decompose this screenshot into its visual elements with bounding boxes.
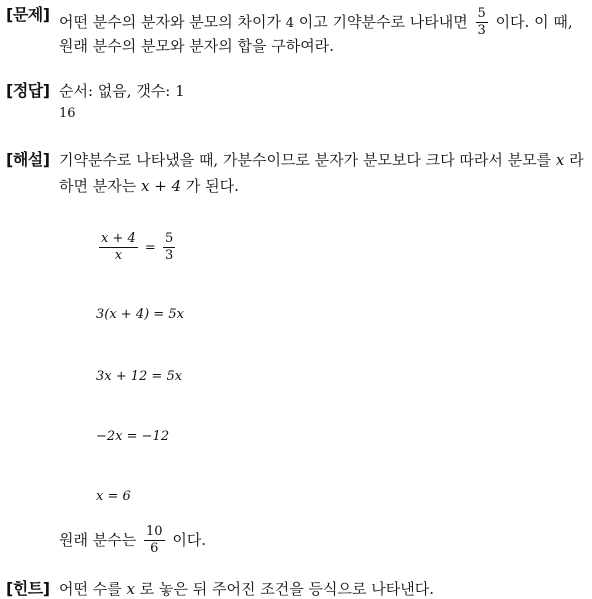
problem-fraction-denominator: 3 (477, 23, 486, 39)
problem-line-2: 원래 분수의 분모와 분자의 합을 구하여라. (59, 37, 334, 55)
solution-result-denominator: 6 (150, 541, 159, 557)
solution-text-c: 하면 분자는 (59, 177, 137, 195)
problem-fraction (476, 6, 488, 40)
hint-text-b: 로 놓은 뒤 주어진 조건을 등식으로 나타낸다. (139, 580, 434, 598)
hint-tag: [힌트] (6, 579, 50, 598)
equation-4: −2x = −12 (96, 429, 170, 444)
equation-1-right-denominator: 3 (164, 248, 174, 264)
solution-tag: [해설] (6, 150, 50, 169)
equation-1-left-fraction (99, 231, 138, 265)
solution-line-2 (59, 175, 239, 196)
answer-value: 16 (59, 106, 76, 121)
hint-text-a: 어떤 수를 (59, 580, 122, 598)
solution-text-a: 기약분수로 나타냈을 때, 가분수이므로 분자가 분모보다 크다 따라서 분모를 (59, 151, 552, 169)
equation-1-left-numerator: x + 4 (99, 231, 138, 248)
problem-text-c: 이다. 이 때, (495, 12, 573, 31)
equation-1-right-fraction (163, 231, 175, 265)
solution-variable-x: x (555, 151, 565, 169)
solution-result-numerator: 10 (144, 524, 165, 541)
solution-result (59, 524, 206, 558)
equation-3: 3x + 12 = 5x (96, 369, 183, 384)
problem-text-a: 어떤 분수의 분자와 분모의 차이가 (59, 12, 281, 31)
solution-result-fraction (144, 524, 165, 558)
problem-tag: [문제] (6, 5, 50, 24)
equation-5: x = 6 (96, 489, 131, 504)
solution-text-b: 라 (569, 151, 584, 169)
solution-text-d: 가 된다. (185, 177, 239, 195)
solution-result-text-a: 원래 분수는 (59, 530, 137, 549)
equation-1-left-denominator: x (114, 248, 123, 264)
solution-result-text-b: 이다. (172, 530, 207, 549)
problem-difference: 4 (285, 15, 294, 31)
hint-line (59, 578, 434, 599)
equation-1 (96, 231, 178, 265)
problem-text-b: 이고 기약분수로 나타내면 (298, 12, 468, 31)
equation-2: 3(x + 4) = 5x (96, 307, 184, 322)
answer-tag: [정답] (6, 81, 50, 100)
hint-variable-x: x (126, 580, 135, 598)
problem-fraction-numerator: 5 (476, 6, 488, 23)
equation-1-right-numerator: 5 (163, 231, 175, 248)
solution-expression: x + 4 (141, 177, 182, 195)
solution-line-1 (59, 149, 584, 170)
equation-1-equals: = (144, 240, 156, 256)
answer-line: 순서: 없음, 갯수: 1 (59, 82, 185, 100)
